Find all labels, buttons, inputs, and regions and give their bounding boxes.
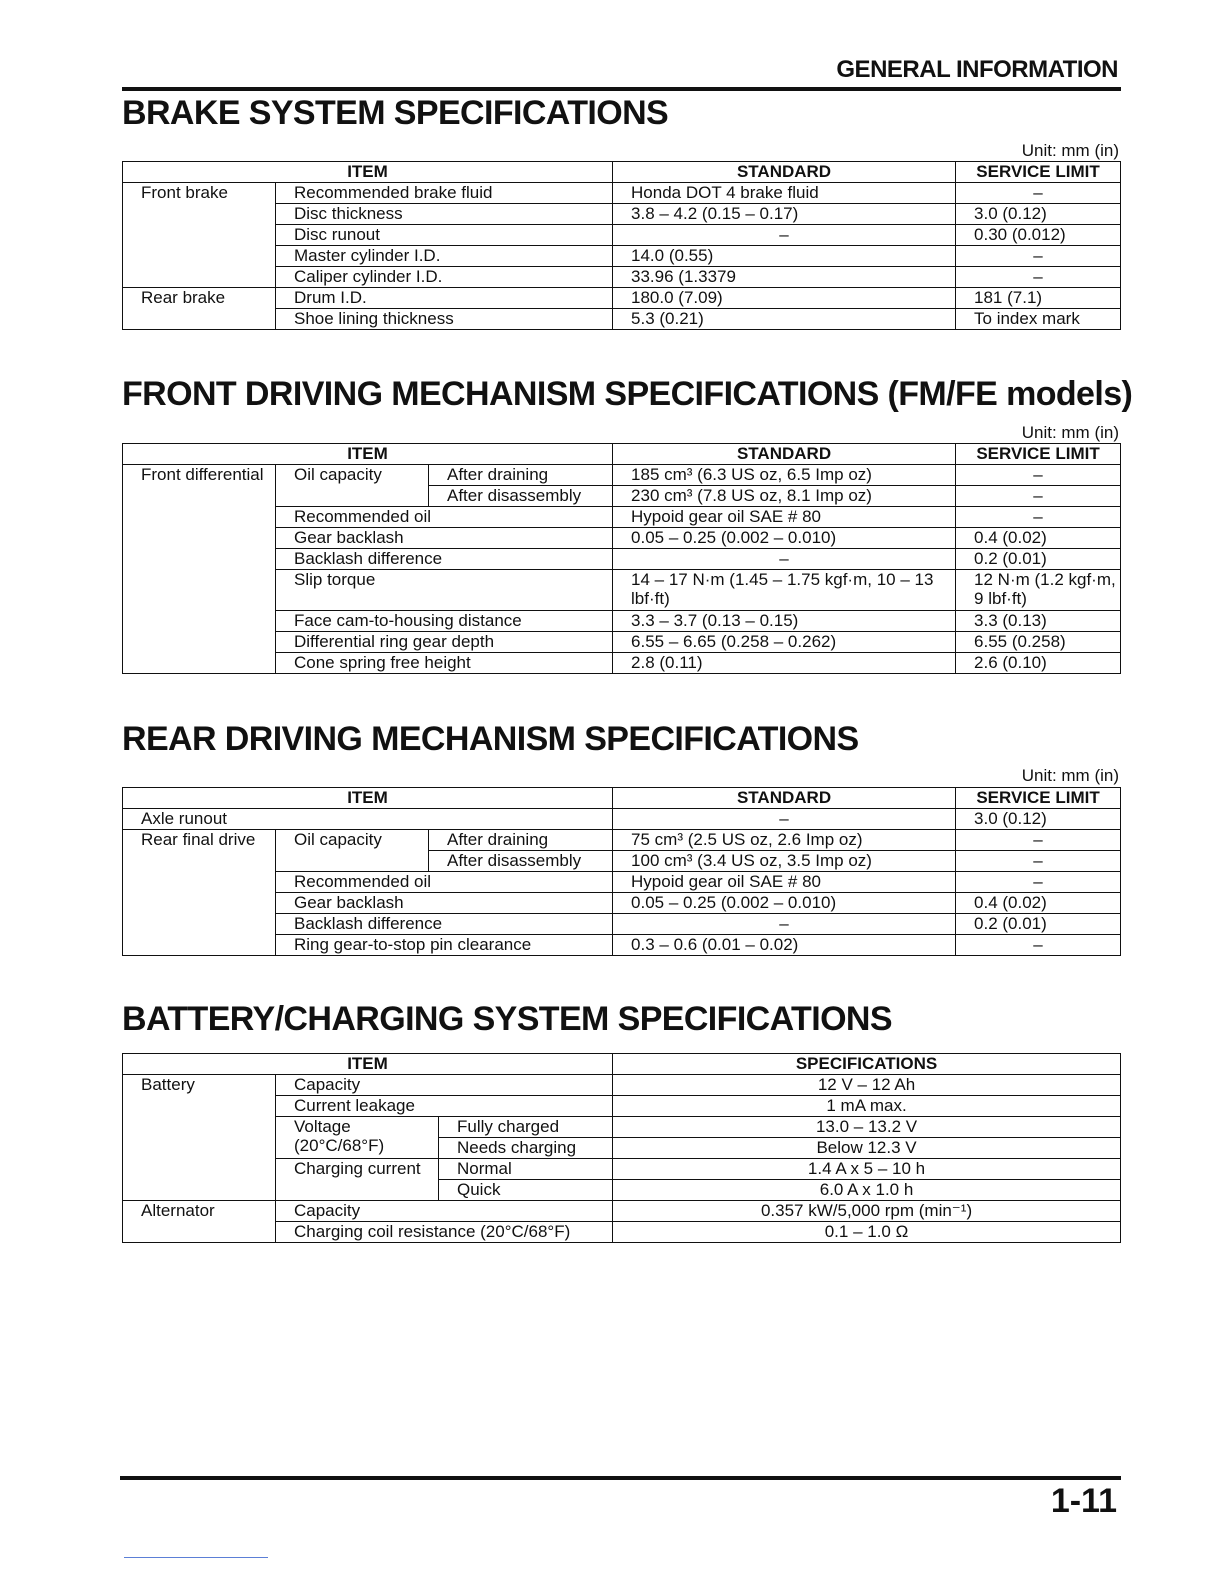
table-header-row [123, 788, 1121, 809]
item-cell: Drum I.D. [276, 288, 613, 309]
standard-cell: 3.3 – 3.7 (0.13 – 0.15) [613, 611, 956, 632]
standard-cell: – [613, 809, 956, 830]
standard-cell: 75 cm³ (2.5 US oz, 2.6 Imp oz) [613, 830, 956, 851]
item-cell: Face cam-to-housing distance [276, 611, 613, 632]
limit-cell: – [956, 935, 1121, 956]
standard-cell: 185 cm³ (6.3 US oz, 6.5 Imp oz) [613, 465, 956, 486]
standard-cell: 3.8 – 4.2 (0.15 – 0.17) [613, 204, 956, 225]
col-header-standard: STANDARD [613, 788, 956, 809]
limit-cell: – [956, 183, 1121, 204]
brake-section-title: BRAKE SYSTEM SPECIFICATIONS [122, 94, 669, 132]
table-header-row [123, 444, 1121, 465]
table-row [123, 465, 1121, 486]
page-number: 1-11 [1050, 1482, 1117, 1520]
standard-cell: 230 cm³ (7.8 US oz, 8.1 Imp oz) [613, 486, 956, 507]
col-header-specifications: SPECIFICATIONS [613, 1054, 1121, 1075]
item-cell: Shoe lining thickness [276, 309, 613, 330]
spec-cell: 6.0 A x 1.0 h [613, 1180, 1121, 1201]
limit-cell: 0.30 (0.012) [956, 225, 1121, 246]
table-row [123, 809, 1121, 830]
front-spec-table [122, 443, 1121, 674]
standard-cell: Honda DOT 4 brake fluid [613, 183, 956, 204]
limit-cell: 181 (7.1) [956, 288, 1121, 309]
group-label: Battery [123, 1075, 276, 1201]
item-cell: Oil capacity [276, 830, 429, 872]
limit-cell: – [956, 851, 1121, 872]
item-cell: Recommended oil [276, 872, 613, 893]
sub-item-cell: Normal [439, 1159, 613, 1180]
item-cell: Ring gear-to-stop pin clearance [276, 935, 613, 956]
table-row [123, 1075, 1121, 1096]
table-row [123, 830, 1121, 851]
limit-cell: – [956, 465, 1121, 486]
standard-cell: 0.05 – 0.25 (0.002 – 0.010) [613, 893, 956, 914]
group-label: Alternator [123, 1201, 276, 1243]
standard-cell: 14.0 (0.55) [613, 246, 956, 267]
item-cell: Current leakage [276, 1096, 613, 1117]
col-header-service-limit: SERVICE LIMIT [956, 788, 1121, 809]
table-header-row [123, 162, 1121, 183]
sub-item-cell: Needs charging [439, 1138, 613, 1159]
brake-unit: Unit: mm (in) [1021, 141, 1119, 160]
rear-unit: Unit: mm (in) [1021, 766, 1119, 785]
standard-cell: – [613, 549, 956, 570]
limit-cell: 2.6 (0.10) [956, 653, 1121, 674]
group-label: Rear final drive [123, 830, 276, 956]
table-header-row [123, 1054, 1121, 1075]
sub-item-cell: Fully charged [439, 1117, 613, 1138]
limit-cell: 6.55 (0.258) [956, 632, 1121, 653]
standard-cell: 33.96 (1.3379 [613, 267, 956, 288]
limit-cell: 12 N·m (1.2 kgf·m, 9 lbf·ft) [956, 570, 1121, 611]
col-header-service-limit: SERVICE LIMIT [956, 444, 1121, 465]
group-label: Front brake [123, 183, 276, 288]
item-cell: Charging coil resistance (20°C/68°F) [276, 1222, 613, 1243]
item-cell: Charging current [276, 1159, 439, 1201]
standard-cell: Hypoid gear oil SAE # 80 [613, 872, 956, 893]
item-cell: Gear backlash [276, 893, 613, 914]
limit-cell: – [956, 267, 1121, 288]
item-cell: Slip torque [276, 570, 613, 611]
col-header-item: ITEM [123, 162, 613, 183]
battery-spec-table [122, 1053, 1121, 1243]
front-section-title: FRONT DRIVING MECHANISM SPECIFICATIONS (FM/FE models) [122, 375, 1133, 413]
sub-item-cell: After draining [429, 465, 613, 486]
limit-cell: – [956, 507, 1121, 528]
item-cell: Caliper cylinder I.D. [276, 267, 613, 288]
standard-cell: 14 – 17 N·m (1.45 – 1.75 kgf·m, 10 – 13 lbf·ft) [613, 570, 956, 611]
brake-spec-table [122, 161, 1121, 330]
standard-cell: 180.0 (7.09) [613, 288, 956, 309]
item-cell: Disc thickness [276, 204, 613, 225]
item-cell: Backlash difference [276, 549, 613, 570]
footer-rule [120, 1476, 1121, 1480]
limit-cell: 0.4 (0.02) [956, 893, 1121, 914]
sub-item-cell: After disassembly [429, 486, 613, 507]
standard-cell: 100 cm³ (3.4 US oz, 3.5 Imp oz) [613, 851, 956, 872]
col-header-standard: STANDARD [613, 444, 956, 465]
limit-cell: 3.3 (0.13) [956, 611, 1121, 632]
item-cell: Disc runout [276, 225, 613, 246]
standard-cell: 0.05 – 0.25 (0.002 – 0.010) [613, 528, 956, 549]
front-unit: Unit: mm (in) [1021, 423, 1119, 442]
group-label: Rear brake [123, 288, 276, 330]
spec-cell: 1 mA max. [613, 1096, 1121, 1117]
rear-section-title: REAR DRIVING MECHANISM SPECIFICATIONS [122, 720, 859, 758]
standard-cell: 5.3 (0.21) [613, 309, 956, 330]
limit-cell: 3.0 (0.12) [956, 204, 1121, 225]
group-label: Front differential [123, 465, 276, 674]
limit-cell: – [956, 872, 1121, 893]
limit-cell: 0.4 (0.02) [956, 528, 1121, 549]
standard-cell: – [613, 225, 956, 246]
limit-cell: To index mark [956, 309, 1121, 330]
item-cell: Differential ring gear depth [276, 632, 613, 653]
item-cell: Oil capacity [276, 465, 429, 507]
item-cell: Recommended oil [276, 507, 613, 528]
item-cell: Cone spring free height [276, 653, 613, 674]
standard-cell: 6.55 – 6.65 (0.258 – 0.262) [613, 632, 956, 653]
spec-cell: 0.1 – 1.0 Ω [613, 1222, 1121, 1243]
item-cell: Capacity [276, 1201, 613, 1222]
standard-cell: – [613, 914, 956, 935]
standard-cell: Hypoid gear oil SAE # 80 [613, 507, 956, 528]
table-row [123, 288, 1121, 309]
table-row [123, 183, 1121, 204]
limit-cell: – [956, 246, 1121, 267]
sub-item-cell: Quick [439, 1180, 613, 1201]
col-header-item: ITEM [123, 788, 613, 809]
spec-cell: 12 V – 12 Ah [613, 1075, 1121, 1096]
spec-cell: 1.4 A x 5 – 10 h [613, 1159, 1121, 1180]
spec-cell: 0.357 kW/5,000 rpm (min⁻¹) [613, 1201, 1121, 1222]
standard-cell: 0.3 – 0.6 (0.01 – 0.02) [613, 935, 956, 956]
rear-spec-table [122, 787, 1121, 956]
limit-cell: – [956, 486, 1121, 507]
col-header-standard: STANDARD [613, 162, 956, 183]
running-header: GENERAL INFORMATION [836, 56, 1118, 83]
item-cell: Capacity [276, 1075, 613, 1096]
item-cell: Gear backlash [276, 528, 613, 549]
item-cell: Master cylinder I.D. [276, 246, 613, 267]
col-header-item: ITEM [123, 1054, 613, 1075]
battery-section-title: BATTERY/CHARGING SYSTEM SPECIFICATIONS [122, 1000, 892, 1038]
limit-cell: 0.2 (0.01) [956, 914, 1121, 935]
spec-cell: Below 12.3 V [613, 1138, 1121, 1159]
item-cell: Backlash difference [276, 914, 613, 935]
sub-item-cell: After draining [429, 830, 613, 851]
limit-cell: 3.0 (0.12) [956, 809, 1121, 830]
item-cell: Recommended brake fluid [276, 183, 613, 204]
col-header-service-limit: SERVICE LIMIT [956, 162, 1121, 183]
col-header-item: ITEM [123, 444, 613, 465]
footer-link-underline [124, 1557, 268, 1558]
item-cell: Axle runout [123, 809, 613, 830]
sub-item-cell: After disassembly [429, 851, 613, 872]
table-row [123, 1201, 1121, 1222]
standard-cell: 2.8 (0.11) [613, 653, 956, 674]
limit-cell: 0.2 (0.01) [956, 549, 1121, 570]
limit-cell: – [956, 830, 1121, 851]
spec-cell: 13.0 – 13.2 V [613, 1117, 1121, 1138]
item-cell: Voltage (20°C/68°F) [276, 1117, 439, 1159]
header-rule [122, 87, 1121, 91]
